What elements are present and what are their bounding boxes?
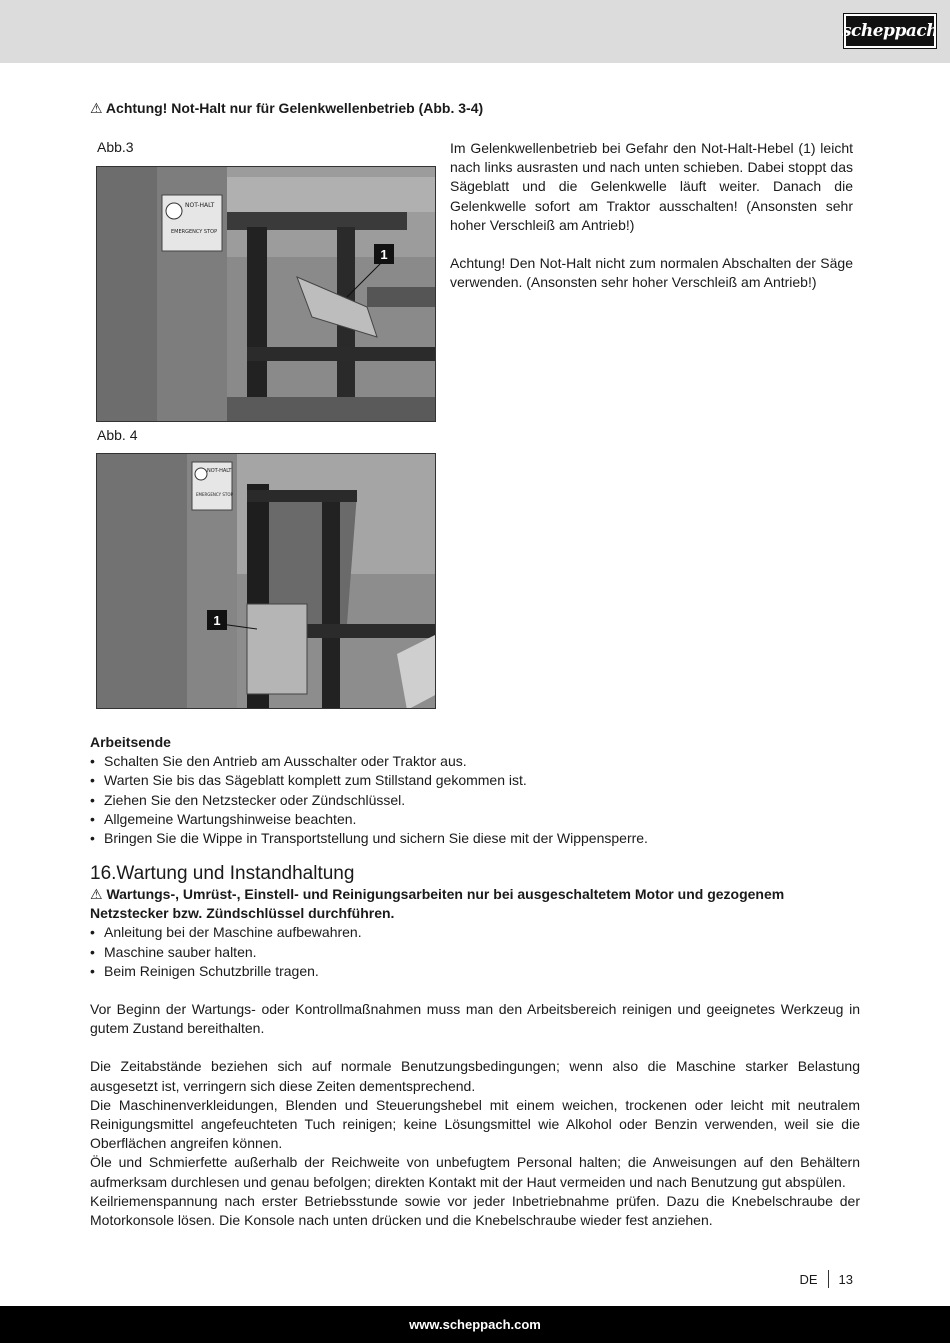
wartung-paragraph-5: Keilriemenspannung nach erster Betriebsstunde sowie vor jeder Inbetriebnahme prüfen. Dazu die Knebelschraube der Motorkonsole lösen. Die Konsole nach unten drücken und die Knebelschraube wieder fest anziehen. [90, 1192, 860, 1229]
list-item: • Allgemeine Wartungshinweise beachten. [90, 810, 860, 829]
figure-3-illustration [97, 167, 436, 422]
page-number: 13 [838, 1271, 853, 1287]
wartung-paragraph-1: Vor Beginn der Wartungs- oder Kontrollmaßnahmen muss man den Arbeitsbereich reinigen und geeignetes Werkzeug in gutem Zustand bereithalten. [90, 1001, 860, 1037]
section-title: 16.Wartung und Instandhaltung [90, 863, 355, 884]
wartung-paragraph-3: Die Maschinenverkleidungen, Blenden und Steuerungshebel mit einem weichen, trockenen oder leicht mit neutralem Reinigungsmittel angefeuchteten Tuch reinigen; keine Lösungsmittel wie Alkohol oder Benzin verwenden, weil sie die Oberflächen angreifen können. [90, 1096, 860, 1152]
arbeitsende-heading: Arbeitsende [90, 734, 171, 750]
not-halt-description [450, 139, 853, 292]
figure-3-callout: 1 [374, 244, 394, 264]
figure-4-photo [96, 453, 436, 709]
footer-band [0, 1306, 950, 1343]
list-item: • Bringen Sie die Wippe in Transportstellung und sichern Sie diese mit der Wippensperre. [90, 829, 860, 848]
not-halt-paragraph-2: Achtung! Den Not-Halt nicht zum normalen Abschalten der Säge verwenden. (Ansonsten sehr hoher Verschleiß am Antrieb!) [450, 255, 853, 291]
list-item: • Maschine sauber halten. [90, 943, 860, 962]
figure-3-photo [96, 166, 436, 422]
figure-4-sticker-title: NOT-HALT [207, 468, 232, 474]
figure-4-sticker-subtitle: EMERGENCY STOP [196, 492, 233, 497]
wartung-body [90, 1000, 860, 1230]
not-halt-paragraph-1: Im Gelenkwellenbetrieb bei Gefahr den Not-Halt-Hebel (1) leicht nach links ausrasten und nach unten schieben. Dabei stoppt das Sägeblatt und die Gelenkwelle läuft weiter. Danach die Gelenkwelle sofort am Traktor ausschalten! (Ansonsten sehr hoher Verschleiß am Antrieb!) [450, 140, 853, 233]
list-item: • Schalten Sie den Antrieb am Ausschalter oder Traktor aus. [90, 752, 860, 771]
wartung-paragraph-4: Öle und Schmierfette außerhalb der Reichweite von unbefugtem Personal halten; die Anweisungen auf den Behältern aufmerksam durchlesen und genau befolgen; direkten Kontakt mit der Haut vermeiden und nach Benutzung gut abspülen. [90, 1154, 860, 1190]
list-item: • Beim Reinigen Schutzbrille tragen. [90, 962, 860, 981]
header-band [0, 0, 950, 63]
figure-4-callout: 1 [207, 610, 227, 630]
figure-4-illustration [97, 454, 436, 709]
language-code: DE [799, 1271, 818, 1287]
wartung-warning: ⚠ Wartungs-, Umrüst-, Einstell- und Reinigungsarbeiten nur bei ausgeschaltetem Motor und gezogenem Netzstecker bzw. Zündschlüssel durchführen. [90, 886, 785, 922]
wartung-section [90, 863, 860, 1230]
figure-3-sticker-subtitle: EMERGENCY STOP [171, 229, 218, 235]
list-item: • Anleitung bei der Maschine aufbewahren. [90, 923, 860, 942]
arbeitsende-list [90, 752, 860, 848]
notice-heading: ⚠ Achtung! Not-Halt nur für Gelenkwellenbetrieb (Abb. 3-4) [90, 100, 484, 116]
page-indicator [799, 1270, 853, 1288]
figure-3-sticker-title: NOT-HALT [185, 202, 215, 209]
footer-divider [828, 1270, 829, 1288]
list-item: • Warten Sie bis das Sägeblatt komplett zum Stillstand gekommen ist. [90, 771, 860, 790]
figure-4-label: Abb. 4 [97, 427, 138, 443]
wartung-paragraph-2: Die Zeitabstände beziehen sich auf normale Benutzungsbedingungen; wenn also die Maschine starker Belastung ausgesetzt ist, verringern sich diese Zeiten dementsprechend. [90, 1058, 860, 1094]
wartung-list [90, 923, 860, 981]
scheppach-logo: scheppach [844, 14, 936, 48]
website-url: www.scheppach.com [409, 1317, 541, 1332]
figure-3-label: Abb.3 [97, 139, 134, 155]
list-item: • Ziehen Sie den Netzstecker oder Zündschlüssel. [90, 791, 860, 810]
arbeitsende-section [90, 733, 860, 848]
